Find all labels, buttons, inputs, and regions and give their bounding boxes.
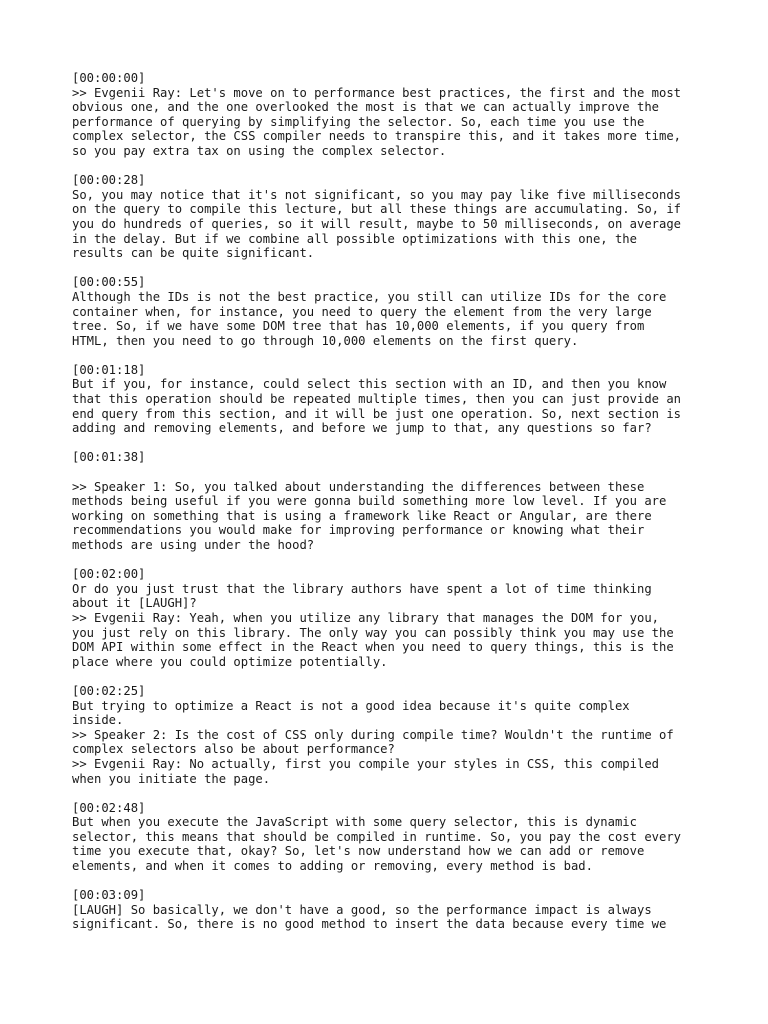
transcript-line: complex selector, the CSS compiler needs to transpire this, and it takes more time, — [72, 129, 682, 144]
transcript-block — [72, 888, 732, 932]
transcript-line: >> Evgenii Ray: Let's move on to performance best practices, the first and the most — [72, 85, 682, 100]
transcript-line: >> Evgenii Ray: Yeah, when you utilize any library that manages the DOM for you, — [72, 610, 659, 625]
transcript-block — [72, 567, 732, 669]
transcript-line: end query from this section, and it will be just one operation. So, next section is — [72, 406, 682, 421]
transcript-line: on the query to compile this lecture, but all these things are accumulating. So, if — [72, 202, 682, 217]
transcript-text — [72, 71, 732, 947]
transcript-line: [LAUGH] So basically, we don't have a good, so the performance impact is always — [72, 902, 652, 917]
transcript-line: DOM API within some effect in the React when you need to query things, this is the — [72, 640, 674, 655]
transcript-block — [72, 801, 732, 874]
transcript-line: inside. — [72, 713, 124, 728]
transcript-line: But when you execute the JavaScript with some query selector, this is dynamic — [72, 815, 637, 830]
transcript-line: Or do you just trust that the library authors have spent a lot of time thinking — [72, 581, 652, 596]
transcript-line: working on something that is using a framework like React or Angular, are there — [72, 508, 652, 523]
transcript-line: in the delay. But if we combine all possible optimizations with this one, the — [72, 231, 637, 246]
timestamp: [00:00:28] — [72, 173, 146, 188]
transcript-line: HTML, then you need to go through 10,000 elements on the first query. — [72, 333, 579, 348]
transcript-line: tree. So, if we have some DOM tree that has 10,000 elements, if you query from — [72, 319, 645, 334]
transcript-line: you do hundreds of queries, so it will result, maybe to 50 milliseconds, on average — [72, 216, 682, 231]
transcript-line: Although the IDs is not the best practice, you still can utilize IDs for the core — [72, 289, 667, 304]
transcript-block — [72, 71, 732, 159]
transcript-line: when you initiate the page. — [72, 771, 271, 786]
transcript-block — [72, 363, 732, 436]
timestamp: [00:00:55] — [72, 275, 146, 290]
transcript-line: that this operation should be repeated multiple times, then you can just provide an — [72, 392, 682, 407]
transcript-line: methods are using under the hood? — [72, 538, 315, 552]
timestamp: [00:03:09] — [72, 888, 146, 903]
transcript-line: But if you, for instance, could select this section with an ID, and then you know — [72, 377, 667, 392]
transcript-line: But trying to optimize a React is not a good idea because it's quite complex — [72, 698, 630, 713]
timestamp: [00:01:18] — [72, 362, 146, 377]
transcript-line: >> Speaker 1: So, you talked about understanding the differences between these — [72, 479, 645, 494]
transcript-line: obvious one, and the one overlooked the most is that we can actually improve the — [72, 100, 659, 115]
timestamp: [00:02:48] — [72, 800, 146, 815]
timestamp: [00:01:38] — [72, 450, 146, 465]
transcript-line: selector, this means that should be compiled in runtime. So, you pay the cost every — [72, 829, 682, 844]
transcript-line: >> Speaker 2: Is the cost of CSS only during compile time? Wouldn't the runtime of — [72, 727, 674, 742]
transcript-block — [72, 275, 732, 348]
blank-line — [72, 465, 732, 480]
transcript-line: results can be quite significant. — [72, 246, 315, 261]
timestamp: [00:00:00] — [72, 71, 146, 85]
transcript-line: complex selectors also be about performance? — [72, 742, 395, 757]
transcript-line: So, you may notice that it's not significant, so you may pay like five milliseconds — [72, 187, 682, 202]
transcript-line: adding and removing elements, and before we jump to that, any questions so far? — [72, 421, 652, 436]
transcript-line: recommendations you would make for improving performance or knowing what their — [72, 523, 645, 538]
timestamp: [00:02:00] — [72, 567, 146, 582]
transcript-line: place where you could optimize potentially. — [72, 654, 388, 669]
transcript-line: so you pay extra tax on using the complex selector. — [72, 143, 447, 158]
transcript-line: performance of querying by simplifying the selector. So, each time you use the — [72, 114, 645, 129]
transcript-line: significant. So, there is no good method to insert the data because every time we — [72, 917, 667, 932]
transcript-block — [72, 173, 732, 261]
transcript-line: about it [LAUGH]? — [72, 596, 197, 611]
transcript-line: time you execute that, okay? So, let's now understand how we can add or remove — [72, 844, 645, 859]
timestamp: [00:02:25] — [72, 683, 146, 698]
transcript-block — [72, 684, 732, 786]
transcript-block — [72, 450, 732, 552]
transcript-line: elements, and when it comes to adding or removing, every method is bad. — [72, 859, 593, 874]
transcript-line: container when, for instance, you need to query the element from the very large — [72, 304, 652, 319]
transcript-line: you just rely on this library. The only way you can possibly think you may use the — [72, 625, 674, 640]
transcript-line: >> Evgenii Ray: No actually, first you compile your styles in CSS, this compiled — [72, 756, 659, 771]
transcript-line: methods being useful if you were gonna build something more low level. If you are — [72, 494, 667, 509]
